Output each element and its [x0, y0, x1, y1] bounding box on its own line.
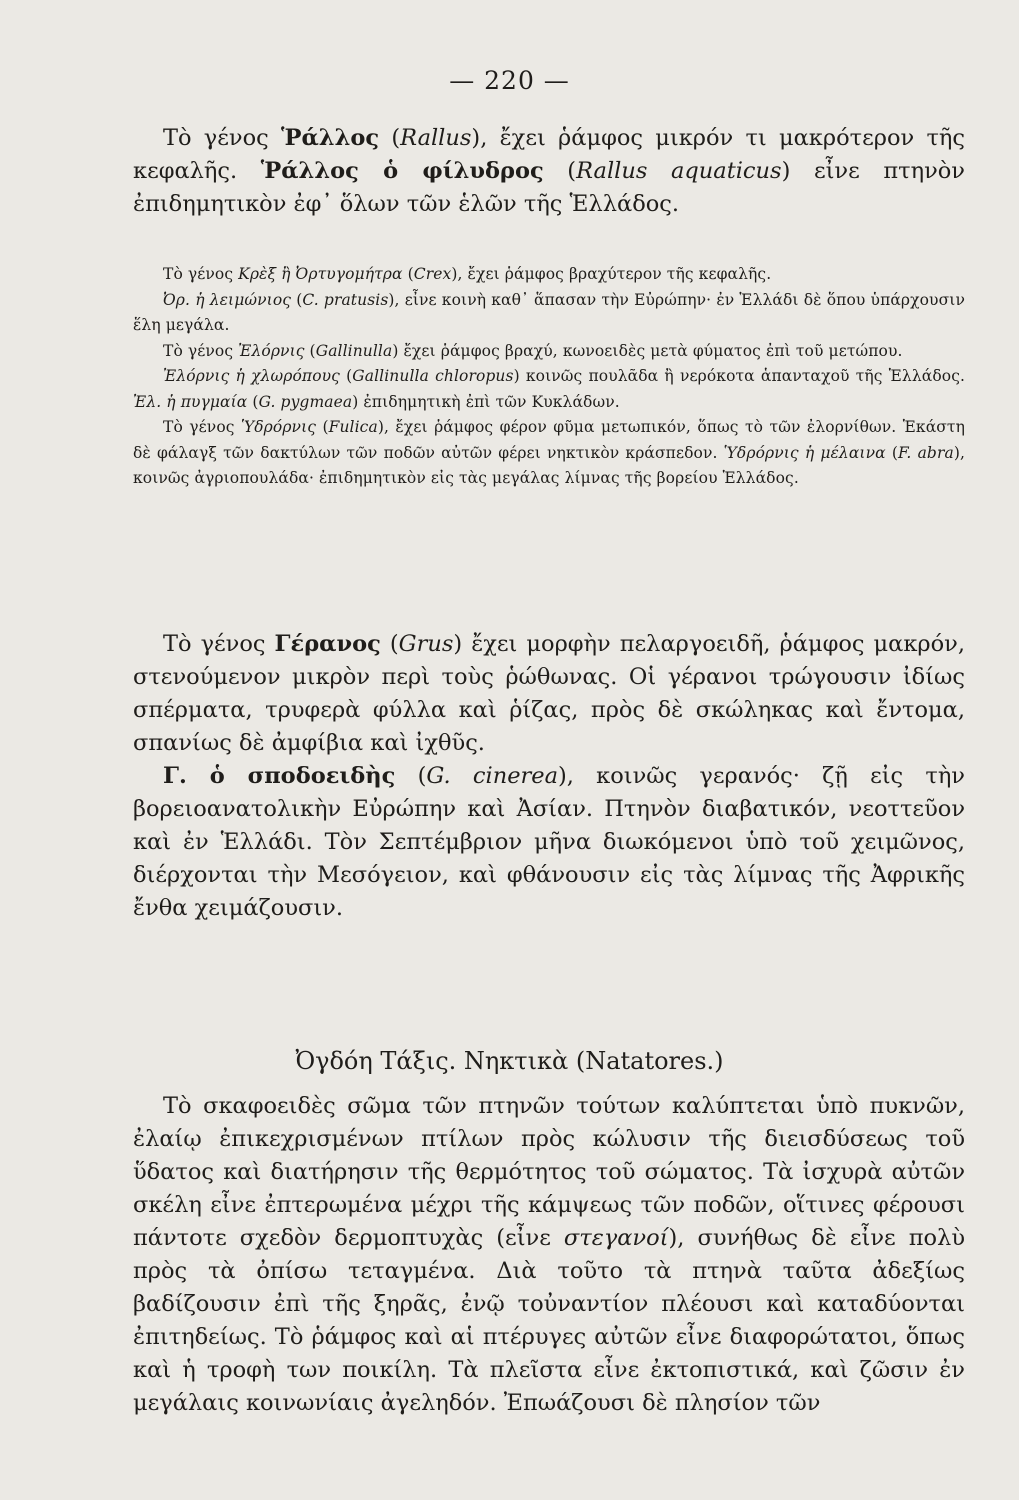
text-run: ( — [395, 763, 427, 789]
emphasis-term: στεγανοί — [563, 1225, 669, 1251]
crex-paragraph — [133, 262, 965, 288]
text-run: ) ἔχει μορφὴν πελαργοειδῆ, ῥάμφος μακρόν, στενούμενον μικρὸν περὶ τοὺς ῥώθωνας. Οἱ γέρανοι τρώγουσιν ἰδίως σπέρματα, τρυφερὰ φύλλα καὶ ῥίζας, πρὸς δὲ σκώληκας καὶ ἔντομα, σπανίως δὲ ἀμφίβια καὶ ἰχθῦς. — [133, 631, 965, 756]
genus-name: Κρὲξ ἢ Ὀρτυγομήτρα — [238, 265, 403, 283]
latin-name: C. pratusis — [302, 290, 389, 309]
species-name: Ῥάλλος ὁ φίλυδρος — [260, 158, 544, 184]
text-run: Τὸ γένος — [163, 265, 239, 283]
fulica-paragraph — [133, 415, 965, 492]
grus-cinerea-paragraph — [133, 760, 965, 925]
text-run: ( — [379, 125, 401, 151]
text-run: Τὸ γένος — [163, 631, 275, 657]
species-name: Ὑδρόρνις ἡ μέλαινα — [723, 443, 886, 462]
text-run: ) ἔχει ῥάμφος βραχύ, κωνοειδὲς μετὰ φύματος ἐπὶ τοῦ μετώπου. — [392, 341, 903, 360]
latin-name: G. pygmaea — [258, 392, 353, 411]
text-run: ) ἐπιδημητικὴ ἐπὶ τῶν Κυκλάδων. — [352, 392, 620, 411]
text-run: ( — [402, 265, 414, 283]
grus-paragraph — [133, 628, 965, 760]
text-run: ) κοινῶς πουλᾶδα ἢ νερόκοτα ἁπανταχοῦ τῆς Ἑλλάδος. — [513, 367, 965, 385]
text-run: ( — [885, 443, 898, 462]
text-run: Τὸ γένος — [163, 341, 239, 360]
latin-name: Rallus — [400, 125, 472, 151]
text-run: Τὸ σκαφοειδὲς σῶμα τῶν πτηνῶν τούτων καλύπτεται ὑπὸ πυκνῶν, ἐλαίῳ ἐπικεχρισμένων πτίλων πρὸς κώλυσιν τῆς διεισδύσεως τοῦ ὕδατος καὶ διατήρησιν τῆς θερμότητος τοῦ σώματος. Τὰ ἰσχυρὰ αὐτῶν σκέλη εἶνε ἐπτερωμένα μέχρι τῆς κάμψεως τῶν ποδῶν, οἵτινες φέρουσι πάντοτε σχεδὸν δερμοπτυχὰς (εἶνε — [133, 1093, 965, 1251]
chloropus-paragraph — [133, 364, 965, 415]
text-run: ), κοινῶς ἀγριοπουλάδα· ἐπιδημητικὸν εἰς τὰς μεγάλας λίμνας τῆς βορείου Ἑλλάδος. — [133, 443, 965, 487]
latin-name: Gallinulla — [315, 341, 393, 360]
small-print-section — [133, 262, 965, 492]
text-run: ), εἶνε κοινὴ καθ᾽ ἅπασαν τὴν Εὐρώπην· ἐν Ἑλλάδι δὲ ὅπου ὑπάρχουσιν ἕλη μεγάλα. — [133, 290, 965, 334]
text-run: ( — [304, 341, 316, 360]
latin-name: Gallinulla chloropus — [352, 367, 514, 385]
gallinula-paragraph — [133, 339, 965, 365]
species-name: Γ. ὁ σποδοειδὴς — [163, 763, 396, 789]
text-run: ), κοινῶς γερανός· ζῇ εἰς τὴν βορειοανατολικὴν Εὐρώπην καὶ Ἀσίαν. Πτηνὸν διαβατικόν, νεοττεῦον καὶ ἐν Ἑλλάδι. Τὸν Σεπτέμβριον μῆνα διωκόμενοι ὑπὸ τοῦ χειμῶνος, διέρχονται τὴν Μεσόγειον, καὶ φθάνουσιν εἰς τὰς λίμνας τῆς Ἀφρικῆς ἔνθα χειμάζουσιν. — [133, 763, 965, 921]
rallus-paragraph — [133, 122, 965, 221]
text-run: Τὸ γένος — [163, 418, 241, 436]
text-run: ( — [316, 418, 329, 436]
section-heading: Ὀγδόη Τάξις. Νηκτικὰ (Natatores.) — [295, 1047, 724, 1075]
latin-name: Grus — [398, 631, 454, 657]
text-run: ( — [247, 392, 259, 411]
rallus-section — [133, 122, 965, 221]
genus-name: Ὑδρόρνις — [240, 418, 317, 436]
species-name: Ὀρ. ἡ λειμώνιος — [163, 290, 292, 309]
genus-name: Γέρανος — [274, 631, 381, 657]
text-run: Τὸ γένος — [163, 125, 281, 151]
text-run: ), συνήθως δὲ εἶνε πολὺ πρὸς τὰ ὀπίσω τεταγμένα. Διὰ τοῦτο τὰ πτηνὰ ταῦτα ἀδεξίως βαδίζουσιν ἐπὶ τῆς ξηρᾶς, ἐνῷ τοὐναντίον πλέουσι καὶ καταδύονται ἐπιτηδείως. Τὸ ῥάμφος καὶ αἱ πτέρυγες αὐτῶν εἶνε διαφορώτατοι, ὅπως καὶ ἡ τροφὴ των ποικίλη. Τὰ πλεῖστα εἶνε ἐκτοπιστικά, καὶ ζῶσιν ἐν μεγάλαις κοινωνίαις ἀγεληδόν. Ἐπωάζουσι δὲ πλησίον τῶν — [133, 1225, 965, 1416]
text-run: ( — [339, 367, 353, 385]
latin-name: G. cinerea — [426, 763, 558, 789]
text-run: ( — [380, 631, 399, 657]
latin-name: F. abra — [897, 443, 954, 462]
latin-name: Fulica — [328, 418, 378, 436]
latin-name: Crex — [413, 265, 452, 283]
text-run: ), ἔχει ῥάμφος μικρόν τι μακρότερον τῆς κεφαλῆς. — [133, 125, 965, 184]
text-run: ), ἔχει ῥάμφος βραχύτερον τῆς κεφαλῆς. — [451, 265, 772, 283]
natatores-section — [133, 1090, 965, 1420]
text-run: ), ἔχει ῥάμφος φέρον φῦμα μετωπικόν, ὅπως τὸ τῶν ἐλορνίθων. Ἑκάστη δὲ φάλαγξ τῶν δακτύλων τῶν ποδῶν αὐτῶν φέρει νηκτικὸν κράσπεδον. — [133, 418, 965, 462]
text-run: ( — [291, 290, 303, 309]
species-name: Ἐλ. ἡ πυγμαία — [133, 392, 248, 411]
genus-name: Ἐλόρνις — [238, 341, 305, 360]
grus-section — [133, 628, 965, 925]
pratensis-paragraph — [133, 288, 965, 339]
natatores-paragraph — [133, 1090, 965, 1420]
page-number: — 220 — — [449, 66, 570, 95]
genus-name: Ῥάλλος — [281, 125, 380, 151]
latin-name: Rallus aquaticus — [576, 158, 782, 184]
text-run: ) εἶνε πτηνὸν ἐπιδημητικὸν ἐφ᾽ ὅλων τῶν ἑλῶν τῆς Ἑλλάδος. — [133, 158, 965, 217]
text-run: ( — [543, 158, 577, 184]
species-name: Ἐλόρνις ἡ χλωρόπους — [163, 367, 340, 385]
